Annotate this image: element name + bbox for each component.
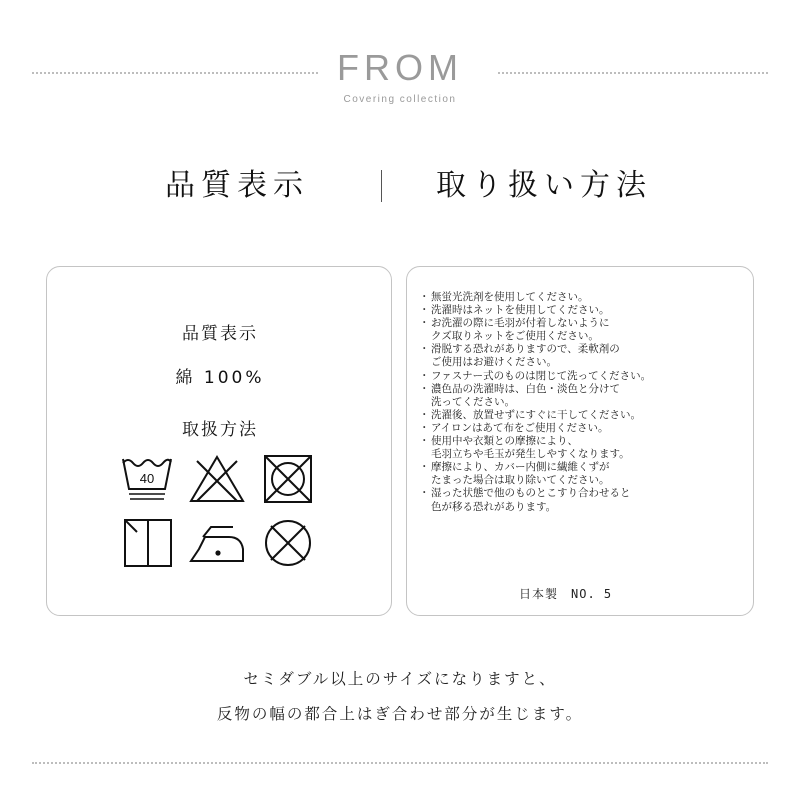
handling-note-line: ・ 滑脱する恐れがありますので、柔軟剤の [431, 343, 620, 356]
handling-note [421, 304, 745, 317]
quality-title: 品質表示 [182, 324, 258, 344]
handling-note-line: ・ 無蛍光洗剤を使用してください。 [431, 291, 589, 303]
line-dry-shade-icon [117, 517, 177, 569]
handling-note [421, 422, 745, 435]
handling-note-line: たまった場合は取り除いてください。 [431, 474, 610, 487]
dotted-divider-bottom [32, 762, 768, 764]
iron-low-icon [187, 517, 247, 569]
handling-note-line: ・ ファスナー式のものは閉じて洗ってください。 [431, 369, 652, 382]
heading-handling: 取り扱い方法 [436, 168, 652, 203]
no-tumble-dry-icon [257, 453, 317, 505]
care-title: 取扱方法 [182, 420, 258, 440]
quality-label-card [46, 266, 392, 616]
heading-separator [381, 170, 382, 202]
handling-note-line: ・ 湿った状態で他のものとこすり合わせると [431, 487, 631, 500]
made-in-japan-label: 日本製 NO. 5 [519, 587, 613, 601]
brand-subtitle: Covering collection [343, 94, 457, 105]
handling-note-line: 毛羽立ちや毛玉が発生しやすくなります。 [431, 448, 630, 461]
material-composition: 綿 100% [175, 368, 265, 388]
no-dry-clean-icon [257, 517, 317, 569]
dotted-divider-left [32, 72, 318, 74]
wash-40-icon [117, 453, 177, 505]
handling-note-line: ・ アイロンはあて布をご使用ください。 [431, 421, 609, 434]
handling-note-line: ・ 洗濯時はネットを使用してください。 [431, 304, 610, 317]
handling-note [421, 487, 745, 513]
handling-note [421, 317, 745, 343]
handling-note [421, 343, 745, 369]
handling-note-line: ・ 濃色品の洗濯時は、白色・淡色と分けて [431, 382, 620, 395]
handling-note [421, 461, 745, 487]
handling-note [421, 383, 745, 409]
wash-temp-label: 40 [139, 471, 155, 486]
handling-instructions-card [406, 266, 754, 616]
handling-notes-list [421, 291, 745, 514]
handling-note-line: 色が移る恐れがあります。 [431, 500, 557, 513]
handling-note-line: ・ 洗濯後、放置せずにすぐに干してください。 [431, 408, 641, 421]
handling-note-line: ご使用はお避けください。 [431, 356, 557, 369]
heading-quality: 品質表示 [165, 168, 309, 203]
handling-note-line: ・ 使用中や衣類との摩擦により、 [431, 435, 578, 448]
handling-note [421, 370, 745, 383]
handling-note-line: 洗ってください。 [431, 395, 515, 408]
handling-note-line: クズ取りネットをご使用ください。 [431, 330, 599, 343]
no-bleach-icon [187, 453, 247, 505]
dotted-divider-right [498, 72, 768, 74]
brand-logo: FROM [337, 47, 463, 88]
footer-note-line-1: セミダブル以上のサイズになりますと、 [243, 670, 557, 688]
handling-note [421, 409, 745, 422]
handling-note-line: ・ お洗濯の際に毛羽が付着しないように [431, 317, 610, 330]
handling-note [421, 435, 745, 461]
handling-note [421, 291, 745, 304]
handling-note-line: ・ 摩擦により、カバー内側に繊維くずが [431, 461, 610, 474]
footer-note-line-2: 反物の幅の都合上はぎ合わせ部分が生じます。 [216, 705, 584, 723]
